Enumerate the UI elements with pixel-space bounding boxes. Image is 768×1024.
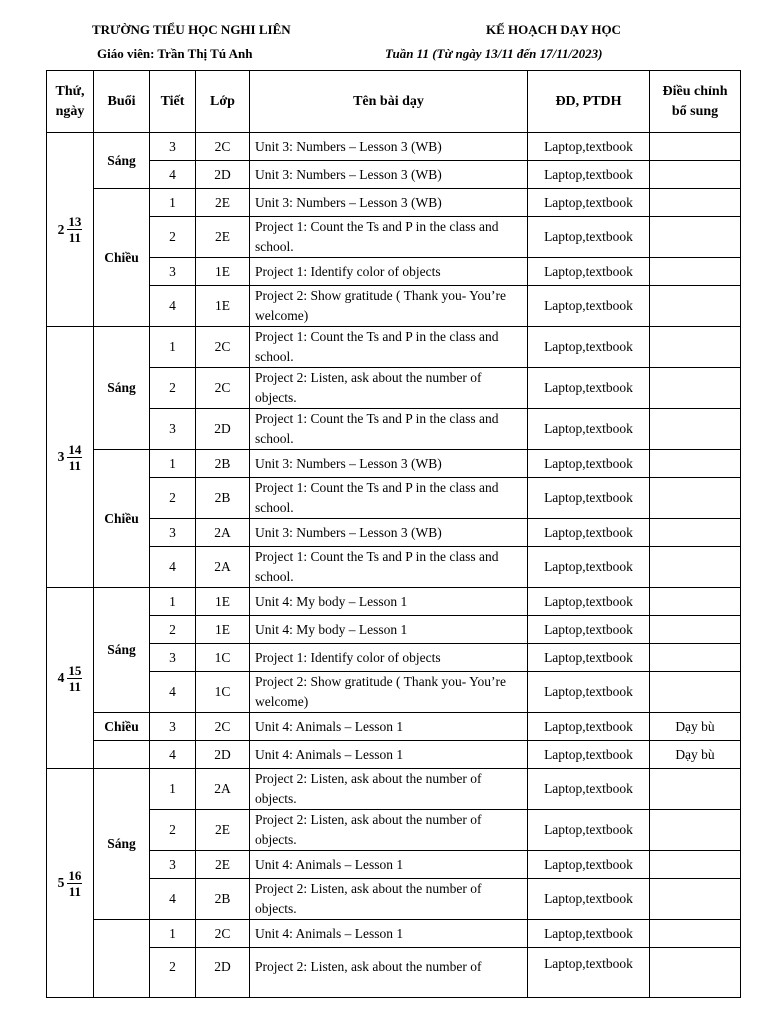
class-cell: 1C: [196, 644, 250, 672]
adjust-cell: [650, 588, 741, 616]
lesson-cell: Project 2: Show gratitude ( Thank you- You’re welcome): [250, 672, 528, 713]
date-day: 16: [68, 867, 82, 883]
col-header-adjust: Điều chỉnh bổ sung: [650, 71, 741, 133]
table-row: [47, 368, 741, 409]
class-cell: 2C: [196, 368, 250, 409]
col-header-session: Buổi: [94, 71, 150, 133]
class-cell: 2B: [196, 879, 250, 920]
date-day: 15: [68, 662, 82, 678]
adjust-cell: [650, 133, 741, 161]
table-row: [47, 769, 741, 810]
equipment-cell: Laptop,textbook: [528, 327, 650, 368]
lesson-cell: Project 1: Count the Ts and P in the class and school.: [250, 409, 528, 450]
period-cell: 2: [150, 368, 196, 409]
adjust-cell: [650, 879, 741, 920]
lesson-cell: Unit 4: Animals – Lesson 1: [250, 741, 528, 769]
class-cell: 2C: [196, 327, 250, 368]
lesson-cell: Project 2: Listen, ask about the number of objects.: [250, 368, 528, 409]
lesson-cell: Unit 4: My body – Lesson 1: [250, 616, 528, 644]
date-month: 11: [68, 230, 82, 245]
period-cell: 4: [150, 161, 196, 189]
table-row: [47, 672, 741, 713]
lesson-cell: Unit 3: Numbers – Lesson 3 (WB): [250, 161, 528, 189]
equipment-cell: Laptop,textbook: [528, 851, 650, 879]
adjust-cell: [650, 450, 741, 478]
day-cell: [47, 769, 94, 998]
period-cell: 3: [150, 519, 196, 547]
period-cell: 1: [150, 189, 196, 217]
equipment-cell: Laptop,textbook: [528, 588, 650, 616]
period-cell: 1: [150, 450, 196, 478]
equipment-cell: Laptop,textbook: [528, 133, 650, 161]
day-cell: [47, 588, 94, 769]
equipment-cell: Laptop,textbook: [528, 741, 650, 769]
equipment-cell: Laptop,textbook: [528, 161, 650, 189]
class-cell: 2A: [196, 769, 250, 810]
adjust-cell: [650, 368, 741, 409]
plan-title: KẾ HOẠCH DẠY HỌC: [486, 22, 621, 37]
date-month: 11: [68, 678, 82, 694]
equipment-cell: Laptop,textbook: [528, 616, 650, 644]
period-cell: 2: [150, 478, 196, 519]
adjust-cell: [650, 286, 741, 327]
equipment-cell: Laptop,textbook: [528, 810, 650, 851]
class-cell: 2D: [196, 948, 250, 998]
date-month: 11: [68, 457, 82, 473]
session-cell: Sáng: [94, 769, 150, 920]
period-cell: 1: [150, 327, 196, 368]
table-row: [47, 409, 741, 450]
period-cell: 2: [150, 948, 196, 998]
table-row: [47, 258, 741, 286]
class-cell: 1E: [196, 258, 250, 286]
lesson-cell: Unit 4: Animals – Lesson 1: [250, 920, 528, 948]
lesson-cell: Project 1: Identify color of objects: [250, 644, 528, 672]
period-cell: 4: [150, 741, 196, 769]
col-header-equipment: ĐD, PTDH: [528, 71, 650, 133]
table-row: [47, 133, 741, 161]
weekday: 4: [57, 670, 65, 685]
day-cell: [47, 133, 94, 327]
class-cell: 2C: [196, 713, 250, 741]
class-cell: 2A: [196, 547, 250, 588]
session-cell: Chiều: [94, 713, 150, 741]
session-cell-empty: [94, 920, 150, 998]
class-cell: 2A: [196, 519, 250, 547]
adjust-cell: [650, 161, 741, 189]
table-row: [47, 450, 741, 478]
date-day: 13: [68, 214, 82, 229]
adjust-cell: Dạy bù: [650, 741, 741, 769]
period-cell: 3: [150, 409, 196, 450]
week-range: Tuần 11 (Từ ngày 13/11 đến 17/11/2023): [385, 46, 603, 61]
table-row: [47, 616, 741, 644]
teaching-plan-table: [46, 70, 741, 998]
session-cell: Chiều: [94, 450, 150, 588]
lesson-cell: Project 2: Show gratitude ( Thank you- You’re welcome): [250, 286, 528, 327]
lesson-cell: Project 1: Count the Ts and P in the class and school.: [250, 327, 528, 368]
adjust-cell: [650, 189, 741, 217]
class-cell: 2B: [196, 450, 250, 478]
table-row: [47, 217, 741, 258]
period-cell: 3: [150, 133, 196, 161]
equipment-cell: Laptop,textbook: [528, 217, 650, 258]
adjust-cell: [650, 616, 741, 644]
col-header-day: Thứ, ngày: [47, 71, 94, 133]
class-cell: 2D: [196, 409, 250, 450]
period-cell: 2: [150, 810, 196, 851]
period-cell: 3: [150, 644, 196, 672]
lesson-cell: Unit 4: My body – Lesson 1: [250, 588, 528, 616]
equipment-cell: Laptop,textbook: [528, 368, 650, 409]
session-cell: Sáng: [94, 327, 150, 450]
class-cell: 2D: [196, 741, 250, 769]
period-cell: 2: [150, 217, 196, 258]
weekday: 5: [57, 875, 65, 890]
period-cell: 3: [150, 258, 196, 286]
adjust-cell: [650, 810, 741, 851]
lesson-cell: Project 1: Count the Ts and P in the class and school.: [250, 217, 528, 258]
table-row: [47, 851, 741, 879]
class-cell: 2E: [196, 189, 250, 217]
lesson-cell: Unit 4: Animals – Lesson 1: [250, 713, 528, 741]
equipment-cell: Laptop,textbook: [528, 672, 650, 713]
table-row: [47, 189, 741, 217]
class-cell: 1E: [196, 588, 250, 616]
session-cell: Chiều: [94, 189, 150, 327]
lesson-cell: Unit 3: Numbers – Lesson 3 (WB): [250, 189, 528, 217]
adjust-cell: [650, 547, 741, 588]
table-row: [47, 547, 741, 588]
adjust-cell: [650, 851, 741, 879]
equipment-cell: Laptop,textbook: [528, 879, 650, 920]
table-row: [47, 327, 741, 368]
lesson-cell: Unit 3: Numbers – Lesson 3 (WB): [250, 519, 528, 547]
teacher-name: Giáo viên: Trần Thị Tú Anh: [97, 46, 253, 61]
table-row: [47, 644, 741, 672]
weekday: 2: [57, 221, 65, 237]
lesson-cell: Project 2: Listen, ask about the number of objects.: [250, 810, 528, 851]
session-cell: Sáng: [94, 133, 150, 189]
period-cell: 4: [150, 672, 196, 713]
adjust-cell: [650, 258, 741, 286]
table-row: [47, 948, 741, 998]
col-header-period: Tiết: [150, 71, 196, 133]
class-cell: 1E: [196, 286, 250, 327]
adjust-cell: [650, 920, 741, 948]
table-row: [47, 879, 741, 920]
lesson-cell: Unit 3: Numbers – Lesson 3 (WB): [250, 133, 528, 161]
class-cell: 2B: [196, 478, 250, 519]
weekday: 3: [57, 449, 65, 464]
equipment-cell: Laptop,textbook: [528, 713, 650, 741]
period-cell: 1: [150, 920, 196, 948]
table-row: [47, 920, 741, 948]
period-cell: 4: [150, 547, 196, 588]
lesson-cell: Unit 3: Numbers – Lesson 3 (WB): [250, 450, 528, 478]
table-row: [47, 810, 741, 851]
class-cell: 2E: [196, 851, 250, 879]
lesson-cell: Unit 4: Animals – Lesson 1: [250, 851, 528, 879]
adjust-cell: [650, 409, 741, 450]
class-cell: 1C: [196, 672, 250, 713]
date-month: 11: [68, 883, 82, 899]
equipment-cell: Laptop,textbook: [528, 409, 650, 450]
school-name: TRƯỜNG TIỂU HỌC NGHI LIÊN: [92, 22, 291, 37]
table-header-row: [47, 71, 741, 133]
col-header-lesson: Tên bài dạy: [250, 71, 528, 133]
equipment-cell: Laptop,textbook: [528, 189, 650, 217]
table-row: [47, 519, 741, 547]
session-cell-empty: [94, 741, 150, 769]
date-day: 14: [68, 441, 82, 457]
day-cell: [47, 327, 94, 588]
period-cell: 2: [150, 616, 196, 644]
equipment-cell: Laptop,textbook: [528, 948, 650, 998]
adjust-cell: [650, 327, 741, 368]
period-cell: 4: [150, 286, 196, 327]
table-row: [47, 286, 741, 327]
class-cell: 2C: [196, 920, 250, 948]
adjust-cell: [650, 948, 741, 998]
table-row: [47, 588, 741, 616]
adjust-cell: [650, 644, 741, 672]
lesson-cell: Project 1: Identify color of objects: [250, 258, 528, 286]
period-cell: 1: [150, 769, 196, 810]
class-cell: 2E: [196, 217, 250, 258]
class-cell: 2E: [196, 810, 250, 851]
equipment-cell: Laptop,textbook: [528, 286, 650, 327]
adjust-cell: [650, 478, 741, 519]
lesson-cell: Project 2: Listen, ask about the number of: [250, 948, 528, 998]
period-cell: 3: [150, 713, 196, 741]
table-row: [47, 713, 741, 741]
equipment-cell: Laptop,textbook: [528, 547, 650, 588]
period-cell: 1: [150, 588, 196, 616]
class-cell: 2C: [196, 133, 250, 161]
equipment-cell: Laptop,textbook: [528, 478, 650, 519]
equipment-cell: Laptop,textbook: [528, 644, 650, 672]
period-cell: 4: [150, 879, 196, 920]
equipment-cell: Laptop,textbook: [528, 920, 650, 948]
col-header-class: Lớp: [196, 71, 250, 133]
table-row: [47, 161, 741, 189]
equipment-cell: Laptop,textbook: [528, 769, 650, 810]
adjust-cell: [650, 672, 741, 713]
lesson-cell: Project 1: Count the Ts and P in the class and school.: [250, 478, 528, 519]
adjust-cell: [650, 217, 741, 258]
period-cell: 3: [150, 851, 196, 879]
lesson-cell: Project 2: Listen, ask about the number of objects.: [250, 769, 528, 810]
table-row: [47, 478, 741, 519]
class-cell: 2D: [196, 161, 250, 189]
adjust-cell: [650, 519, 741, 547]
lesson-cell: Project 2: Listen, ask about the number of objects.: [250, 879, 528, 920]
adjust-cell: [650, 769, 741, 810]
equipment-cell: Laptop,textbook: [528, 450, 650, 478]
adjust-cell: Dạy bù: [650, 713, 741, 741]
equipment-cell: Laptop,textbook: [528, 519, 650, 547]
lesson-cell: Project 1: Count the Ts and P in the class and school.: [250, 547, 528, 588]
equipment-cell: Laptop,textbook: [528, 258, 650, 286]
table-row: [47, 741, 741, 769]
class-cell: 1E: [196, 616, 250, 644]
session-cell: Sáng: [94, 588, 150, 713]
